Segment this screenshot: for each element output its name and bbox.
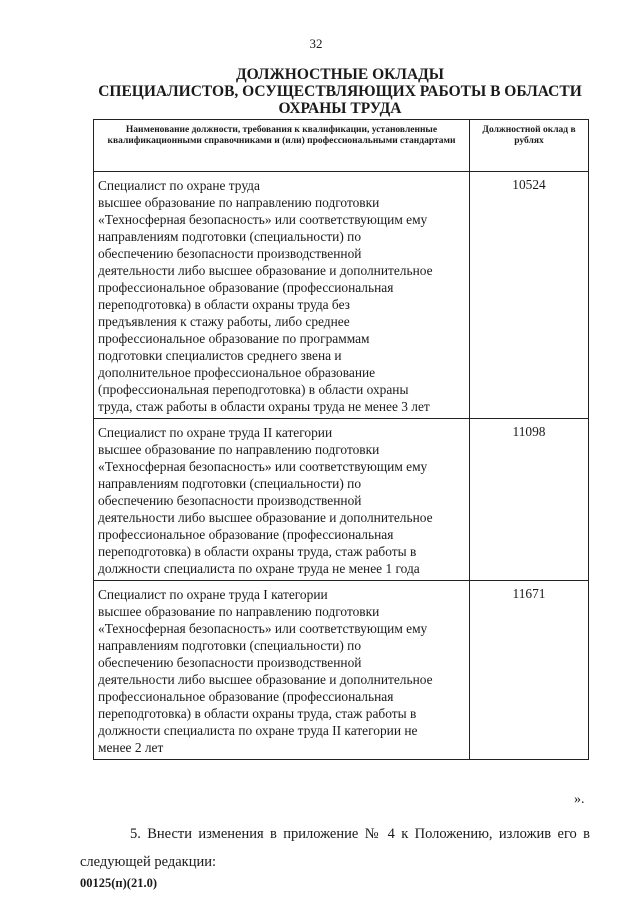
position-text-line: высшее образование по направлению подготовки <box>98 604 380 619</box>
position-text-line: «Техносферная безопасность» или соответствующим ему <box>98 212 428 227</box>
table-body <box>94 172 589 760</box>
position-text-line: Специалист по охране труда I категории <box>98 587 328 602</box>
position-text-line: «Техносферная безопасность» или соответствующим ему <box>98 621 428 636</box>
position-text-line: деятельности либо высшее образование и дополнительное <box>98 510 433 525</box>
document-code: 00125(п)(21.0) <box>80 876 157 890</box>
salary-table <box>93 119 589 760</box>
table-header-row <box>94 120 589 172</box>
position-text-line: переподготовка) в области охраны труда без <box>98 297 350 312</box>
column-header-position: Наименование должности, требования к квалификации, установленные квалификационными справочниками и (или) профессиональными стандартами <box>94 120 470 172</box>
position-cell <box>94 172 470 419</box>
position-text-line: переподготовка) в области охраны труда, стаж работы в <box>98 706 417 721</box>
table-row <box>94 172 589 419</box>
position-text-line: менее 2 лет <box>98 740 164 755</box>
closing-quote: ». <box>574 792 585 807</box>
position-text-line: Специалист по охране труда <box>98 178 260 193</box>
position-text-line: предъявления к стажу работы, либо среднее <box>98 314 350 329</box>
column-header-salary: Должностной оклад в рублях <box>470 120 589 172</box>
salary-cell: 11671 <box>470 581 589 760</box>
position-text-line: направлениям подготовки (специальности) по <box>98 476 362 491</box>
salary-cell: 10524 <box>470 172 589 419</box>
position-text-line: профессиональное образование по программам <box>98 331 370 346</box>
position-text-line: обеспечению безопасности производственной <box>98 246 362 261</box>
position-text-line: высшее образование по направлению подготовки <box>98 442 380 457</box>
position-cell <box>94 419 470 581</box>
title-line: ДОЛЖНОСТНЫЕ ОКЛАДЫ <box>235 66 445 83</box>
amendment-paragraph <box>80 824 590 872</box>
position-text-line: профессиональное образование (профессиональная <box>98 280 394 295</box>
position-text-line: направлениям подготовки (специальности) по <box>98 229 362 244</box>
position-text-line: профессиональное образование (профессиональная <box>98 527 394 542</box>
position-text-line: деятельности либо высшее образование и дополнительное <box>98 263 433 278</box>
salary-cell: 11098 <box>470 419 589 581</box>
position-text-line: должности специалиста по охране труда не менее 1 года <box>98 561 420 576</box>
position-text-line: обеспечению безопасности производственной <box>98 655 362 670</box>
position-text-line: должности специалиста по охране труда II категории не <box>98 723 418 738</box>
position-text-line: профессиональное образование (профессиональная <box>98 689 394 704</box>
title-line: ОХРАНЫ ТРУДА <box>278 100 402 117</box>
title-line: СПЕЦИАЛИСТОВ, ОСУЩЕСТВЛЯЮЩИХ РАБОТЫ В ОБЛАСТИ <box>98 83 582 100</box>
position-text-line: высшее образование по направлению подготовки <box>98 195 380 210</box>
table-row <box>94 581 589 760</box>
position-text-line: обеспечению безопасности производственной <box>98 493 362 508</box>
position-text-line: дополнительное профессиональное образование <box>98 365 376 380</box>
table-row <box>94 419 589 581</box>
page-number: 32 <box>309 36 323 51</box>
position-cell <box>94 581 470 760</box>
position-text-line: переподготовка) в области охраны труда, стаж работы в <box>98 544 417 559</box>
position-text-line: Специалист по охране труда II категории <box>98 425 333 440</box>
position-text-line: труда, стаж работы в области охраны труда не менее 3 лет <box>98 399 430 414</box>
position-text-line: подготовки специалистов среднего звена и <box>98 348 342 363</box>
paragraph-line: следующей редакции: <box>80 854 217 870</box>
document-title <box>80 66 600 117</box>
paragraph-line: 5. Внести изменения в приложение № 4 к Положению, изложив его в <box>130 826 590 842</box>
position-text-line: (профессиональная переподготовка) в области охраны <box>98 382 409 397</box>
position-text-line: направлениям подготовки (специальности) по <box>98 638 362 653</box>
position-text-line: деятельности либо высшее образование и дополнительное <box>98 672 433 687</box>
position-text-line: «Техносферная безопасность» или соответствующим ему <box>98 459 428 474</box>
